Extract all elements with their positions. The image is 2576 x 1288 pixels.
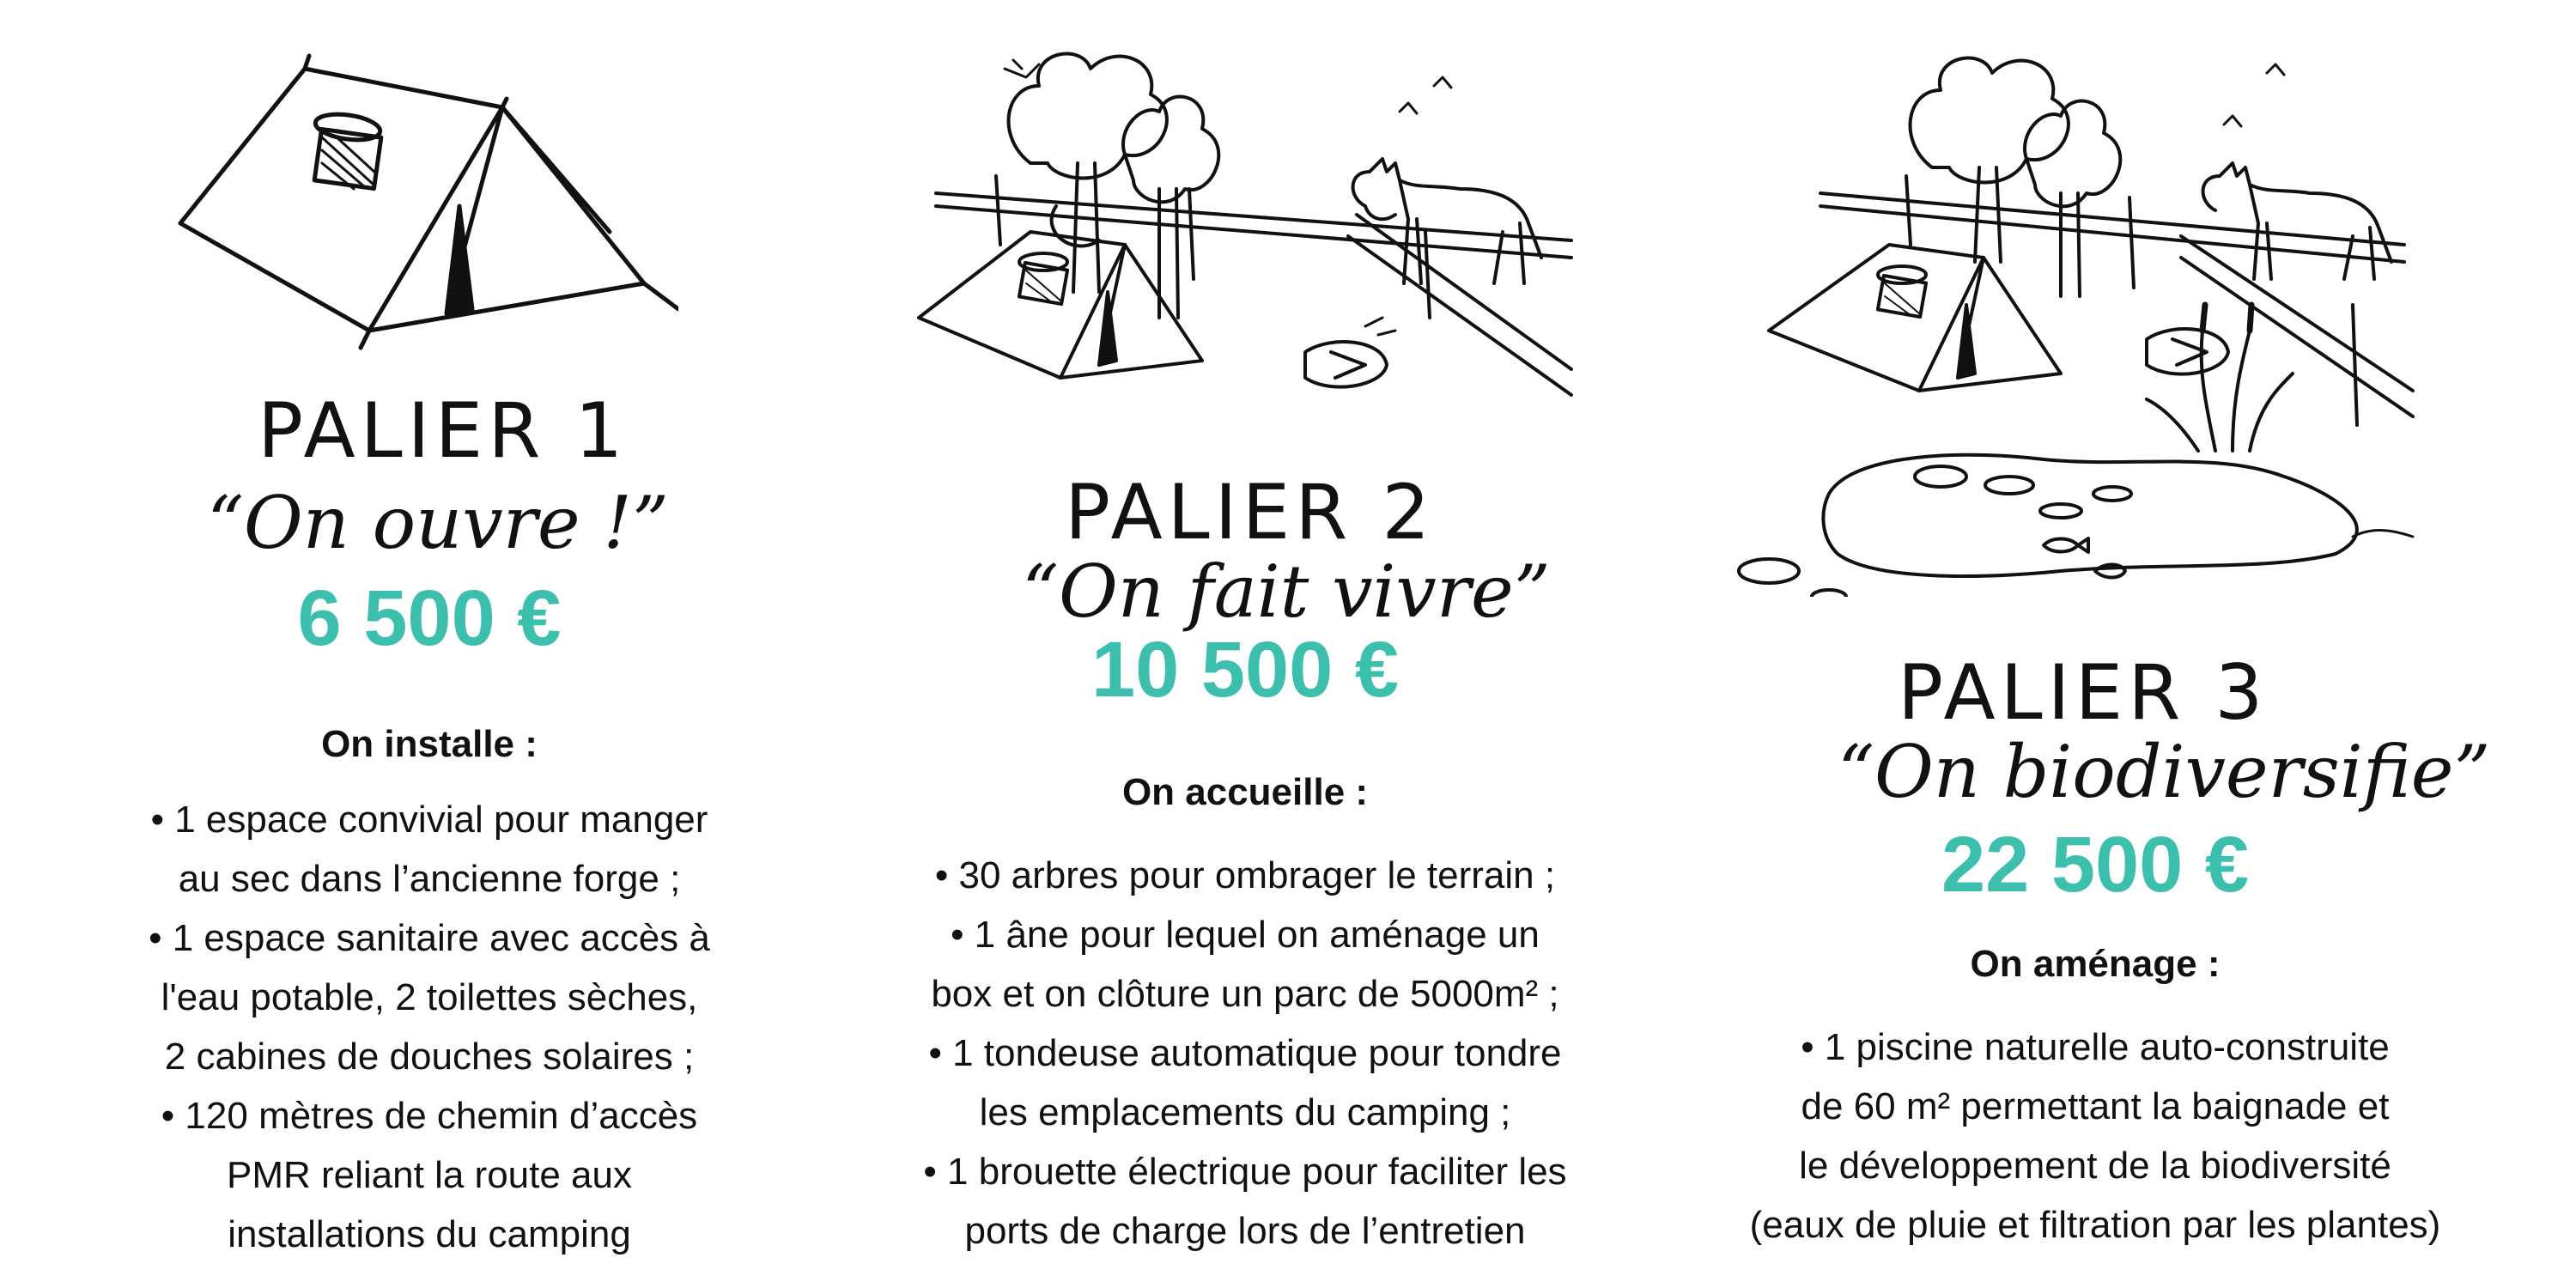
item-line: installations du camping	[228, 1213, 631, 1255]
camp-with-pond-illustration	[1735, 47, 2421, 597]
tier-slogan: “On ouvre !”	[206, 481, 669, 565]
tier-items	[863, 846, 1627, 1261]
item-line: au sec dans l’ancienne forge ;	[178, 858, 681, 900]
tier-price: 22 500 €	[1941, 821, 2250, 908]
item-line: box et on clôture un parc de 5000m² ;	[931, 973, 1559, 1015]
item-line: l'eau potable, 2 toilettes sèches,	[161, 976, 698, 1018]
tier-1	[0, 0, 859, 1288]
list-item	[52, 1086, 807, 1264]
item-line: • 1 espace sanitaire avec accès à	[149, 917, 710, 959]
item-line: • 120 mètres de chemin d’accès	[161, 1095, 698, 1137]
tier-price: 10 500 €	[1091, 626, 1400, 714]
item-line: • 1 brouette électrique pour faciliter les	[923, 1151, 1567, 1193]
tier-palier: PALIER 3	[1898, 648, 2269, 737]
list-item	[1700, 1018, 2490, 1255]
item-line: de 60 m² permettant la baignade et	[1801, 1085, 2390, 1127]
list-item	[863, 846, 1627, 905]
list-item	[52, 790, 807, 908]
item-line: le développement de la biodiversité	[1799, 1145, 2391, 1187]
camp-with-donkey-illustration	[902, 34, 1589, 421]
list-item	[863, 905, 1627, 1024]
list-item	[863, 1024, 1627, 1142]
tent-illustration	[163, 52, 678, 361]
item-line: 2 cabines de douches solaires ;	[164, 1036, 695, 1078]
list-item	[863, 1142, 1627, 1261]
tier-3	[1717, 0, 2576, 1288]
item-line: les emplacements du camping ;	[979, 1091, 1511, 1133]
tier-heading: On aménage :	[1970, 943, 2221, 985]
item-line: • 1 âne pour lequel on aménage un	[951, 914, 1540, 956]
tier-price: 6 500 €	[297, 574, 562, 662]
list-item	[52, 908, 807, 1086]
tier-heading: On installe :	[321, 723, 538, 765]
tier-palier: PALIER 2	[1065, 468, 1436, 556]
tier-items	[52, 790, 807, 1264]
tier-2	[859, 0, 1717, 1288]
item-line: • 1 espace convivial pour manger	[150, 799, 708, 841]
item-line: • 30 arbres pour ombrager le terrain ;	[934, 854, 1556, 896]
item-line: • 1 piscine naturelle auto-construite	[1801, 1026, 2390, 1068]
tier-palier: PALIER 1	[258, 386, 629, 475]
item-line: PMR reliant la route aux	[227, 1154, 632, 1196]
item-line: ports de charge lors de l’entretien	[964, 1210, 1526, 1252]
tier-slogan: “On fait vivre”	[1022, 550, 1551, 634]
tier-heading: On accueille :	[1121, 771, 1369, 813]
tier-items	[1700, 1018, 2490, 1255]
tier-slogan: “On biodiversifie”	[1838, 730, 2491, 814]
item-line: (eaux de pluie et filtration par les plantes)	[1749, 1204, 2441, 1246]
item-line: • 1 tondeuse automatique pour tondre	[928, 1032, 1562, 1074]
